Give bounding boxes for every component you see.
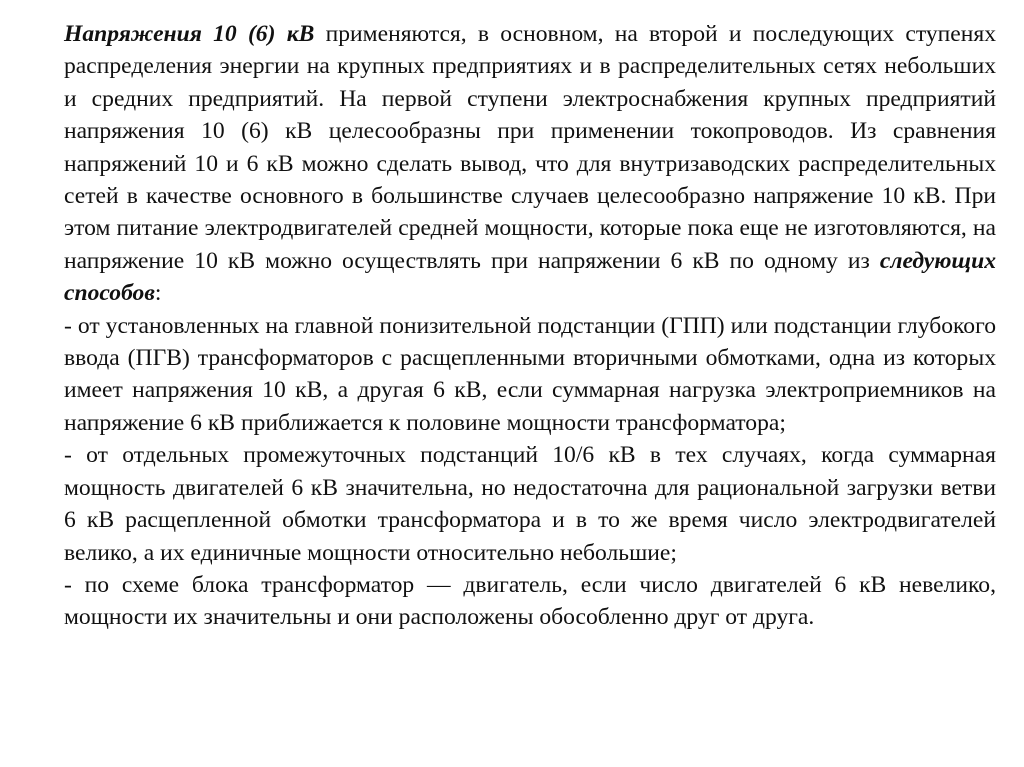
list-item-intermediate-substations [64, 439, 996, 569]
list-item-block-scheme [64, 569, 996, 634]
list-item-gpp [64, 310, 996, 440]
document-body [64, 18, 996, 634]
heading-emphasis: Напряжения 10 (6) кВ [64, 21, 315, 47]
paragraph-voltage-intro [64, 18, 996, 310]
methods-emphasis: следующих способов [64, 247, 996, 307]
paragraph-text-end: : [154, 280, 162, 307]
paragraph-text: применяются, в основном, на второй и последующих ступенях распределения энергии на крупных предприятиях и в распределительных сетях небольших и средних предприятий. На первой ступени электроснабжения крупных предприятий напряжения 10 (6) кВ целесообразны при применении токопроводов. Из сравнения напряжений 10 и 6 кВ можно сделать вывод, что для внутризаводских распределительных сетей в качестве основного в большинстве случаев целесообразно напряжение 10 кВ. При этом питание электродвигателей средней мощности, которые пока еще не изготовляются, на напряжение 10 кВ можно осуществлять при напряжении 6 кВ по одному из [64, 21, 996, 274]
list-item-text: - от отдельных промежуточных подстанций 10/6 кВ в тех случаях, когда суммарная мощность двигателей 6 кВ значительна, но недостаточна для рациональной загрузки ветви 6 кВ расщепленной обмотки трансформатора и в то же время число электродвигателей велико, а их единичные мощности относительно небольшие; [64, 442, 996, 566]
list-item-text: - от установленных на главной понизительной подстанции (ГПП) или подстанции глубокого ввода (ПГВ) трансформаторов с расщепленными вторичными обмотками, одна из которых имеет напряжения 10 кВ, а другая 6 кВ, если суммарная нагрузка электроприемников на напряжение 6 кВ приближается к половине мощности трансформатора; [64, 312, 996, 436]
list-item-text: - по схеме блока трансформатор — двигатель, если число двигателей 6 кВ невелико, мощности их значительны и они расположены обособленно друг от друга. [64, 571, 996, 631]
